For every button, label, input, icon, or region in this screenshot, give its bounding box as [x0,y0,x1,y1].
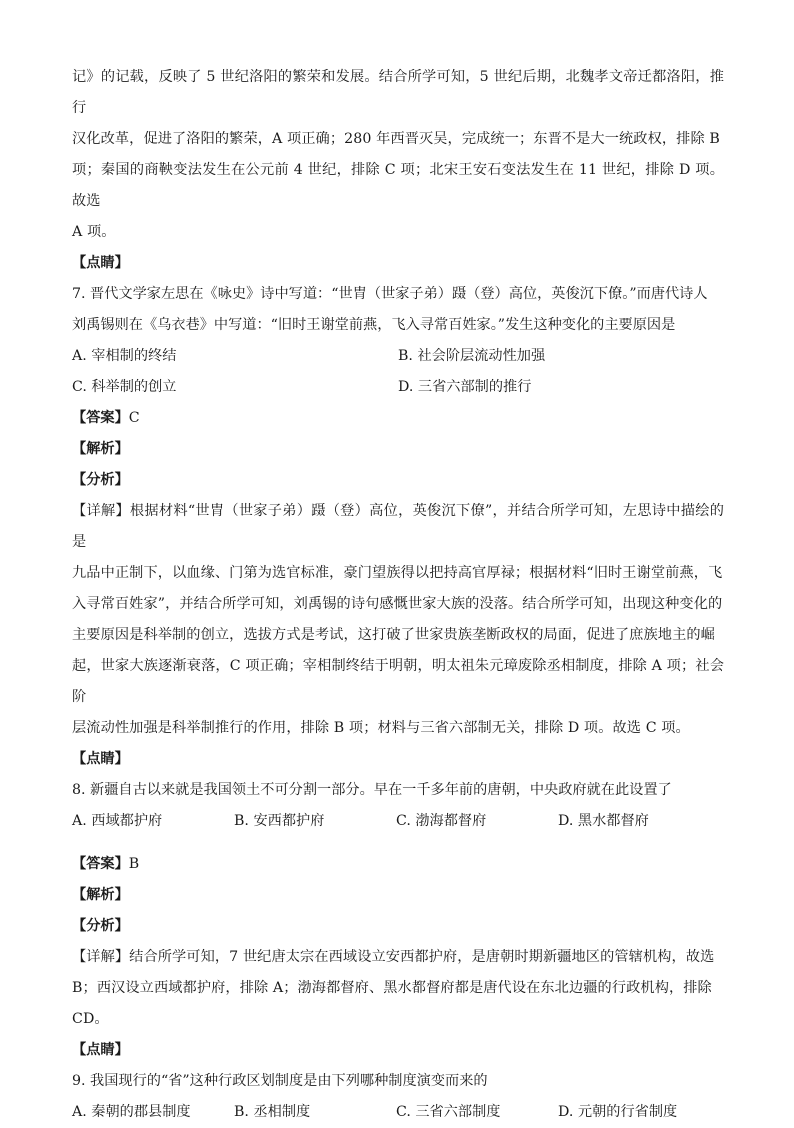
q9-option-a: A. 秦朝的郡县制度 [72,1104,191,1120]
q7-options [72,341,724,403]
q7-detail-line: 入寻常百姓家”，并结合所学可知，刘禹锡的诗句感慨世家大族的没落。结合所学可知，出现这种变化的 [72,596,723,612]
document-page [72,62,724,1128]
q8-detail-line: CD。 [72,1011,109,1027]
q7-dianjing-heading: 【点睛】 [72,751,129,767]
q6-analysis-line: 汉化改革，促进了洛阳的繁荣，A 项正确；280 年西晋灭吴，完成统一；东晋不是大一统政权，排除 B [72,131,720,147]
q8-fenxi-heading: 【分析】 [72,918,129,934]
q9-option-c: C. 三省六部制度 [396,1104,501,1120]
q8-option-c: C. 渤海都督府 [396,813,487,829]
q7-jiexi-heading: 【解析】 [72,441,129,457]
q9-stem: 9. 我国现行的“省”这种行政区划制度是由下列哪种制度演变而来的 [72,1073,488,1089]
q7-option-d: D. 三省六部制的推行 [398,379,532,395]
q7-detail-line: 层流动性加强是科举制推行的作用，排除 B 项；材料与三省六部制无关，排除 D 项。故选 C 项。 [72,720,690,736]
spacer [72,837,724,849]
q8-options [72,806,724,837]
q6-dianjing-heading: 【点睛】 [72,255,129,271]
q7-option-b: B. 社会阶层流动性加强 [398,348,546,364]
q7-option-c: C. 科举制的创立 [72,379,177,395]
q8-answer [72,849,724,880]
q7-answer-tag: 【答案】 [72,410,129,426]
q6-analysis-line: 记》的记载，反映了 5 世纪洛阳的繁荣和发展。结合所学可知，5 世纪后期，北魏孝文帝迁都洛阳，推行 [72,69,724,116]
q6-analysis-line: A 项。 [72,224,116,240]
q6-analysis-line: 项；秦国的商鞅变法发生在公元前 4 世纪，排除 C 项；北宋王安石变法发生在 11 世纪，排除 D 项。故选 [72,162,724,209]
q7-detail-line: 【详解】根据材料“世胄（世家子弟）蹑（登）高位，英俊沉下僚”，并结合所学可知，左思诗中描绘的是 [72,503,724,550]
q7-fenxi-heading: 【分析】 [72,472,129,488]
q8-stem: 8. 新疆自古以来就是我国领土不可分割一部分。早在一千多年前的唐朝，中央政府就在此设置了 [72,782,672,798]
q7-answer [72,403,724,434]
q8-detail-line: 【详解】结合所学可知，7 世纪唐太宗在西域设立安西都护府，是唐朝时期新疆地区的管辖机构，故选 [72,949,715,965]
q7-stem-line: 刘禹锡则在《乌衣巷》中写道：“旧时王谢堂前燕，飞入寻常百姓家。”发生这种变化的主要原因是 [72,317,676,333]
q8-option-b: B. 安西都护府 [234,813,325,829]
q7-detail-line: 起，世家大族逐渐衰落，C 项正确；宰相制终结于明朝，明太祖朱元璋废除丞相制度，排除 A 项；社会阶 [72,658,724,705]
q8-option-d: D. 黑水都督府 [558,813,649,829]
q7-detail-line: 九品中正制下，以血缘、门第为选官标准，豪门望族得以把持高官厚禄；根据材料“旧时王谢堂前燕，飞 [72,565,723,581]
q7-answer-value: C [128,410,140,426]
q8-detail-line: B；西汉设立西域都护府，排除 A；渤海都督府、黑水都督府都是唐代设在东北边疆的行政机构，排除 [72,980,712,996]
q8-dianjing-heading: 【点睛】 [72,1042,129,1058]
q9-option-b: B. 丞相制度 [234,1104,311,1120]
q7-stem-line: 7. 晋代文学家左思在《咏史》诗中写道：“世胄（世家子弟）蹑（登）高位，英俊沉下僚。”而唐代诗人 [72,286,708,302]
q9-options [72,1097,724,1128]
q7-detail-line: 主要原因是科举制的创立，选拔方式是考试，这打破了世家贵族垄断政权的局面，促进了庶族地主的崛 [72,627,715,643]
q8-answer-tag: 【答案】 [72,856,129,872]
q8-option-a: A. 西域都护府 [72,813,163,829]
q9-option-d: D. 元朝的行省制度 [558,1104,678,1120]
q8-answer-value: B [128,856,140,872]
q7-option-a: A. 宰相制的终结 [72,348,177,364]
q8-jiexi-heading: 【解析】 [72,887,129,903]
